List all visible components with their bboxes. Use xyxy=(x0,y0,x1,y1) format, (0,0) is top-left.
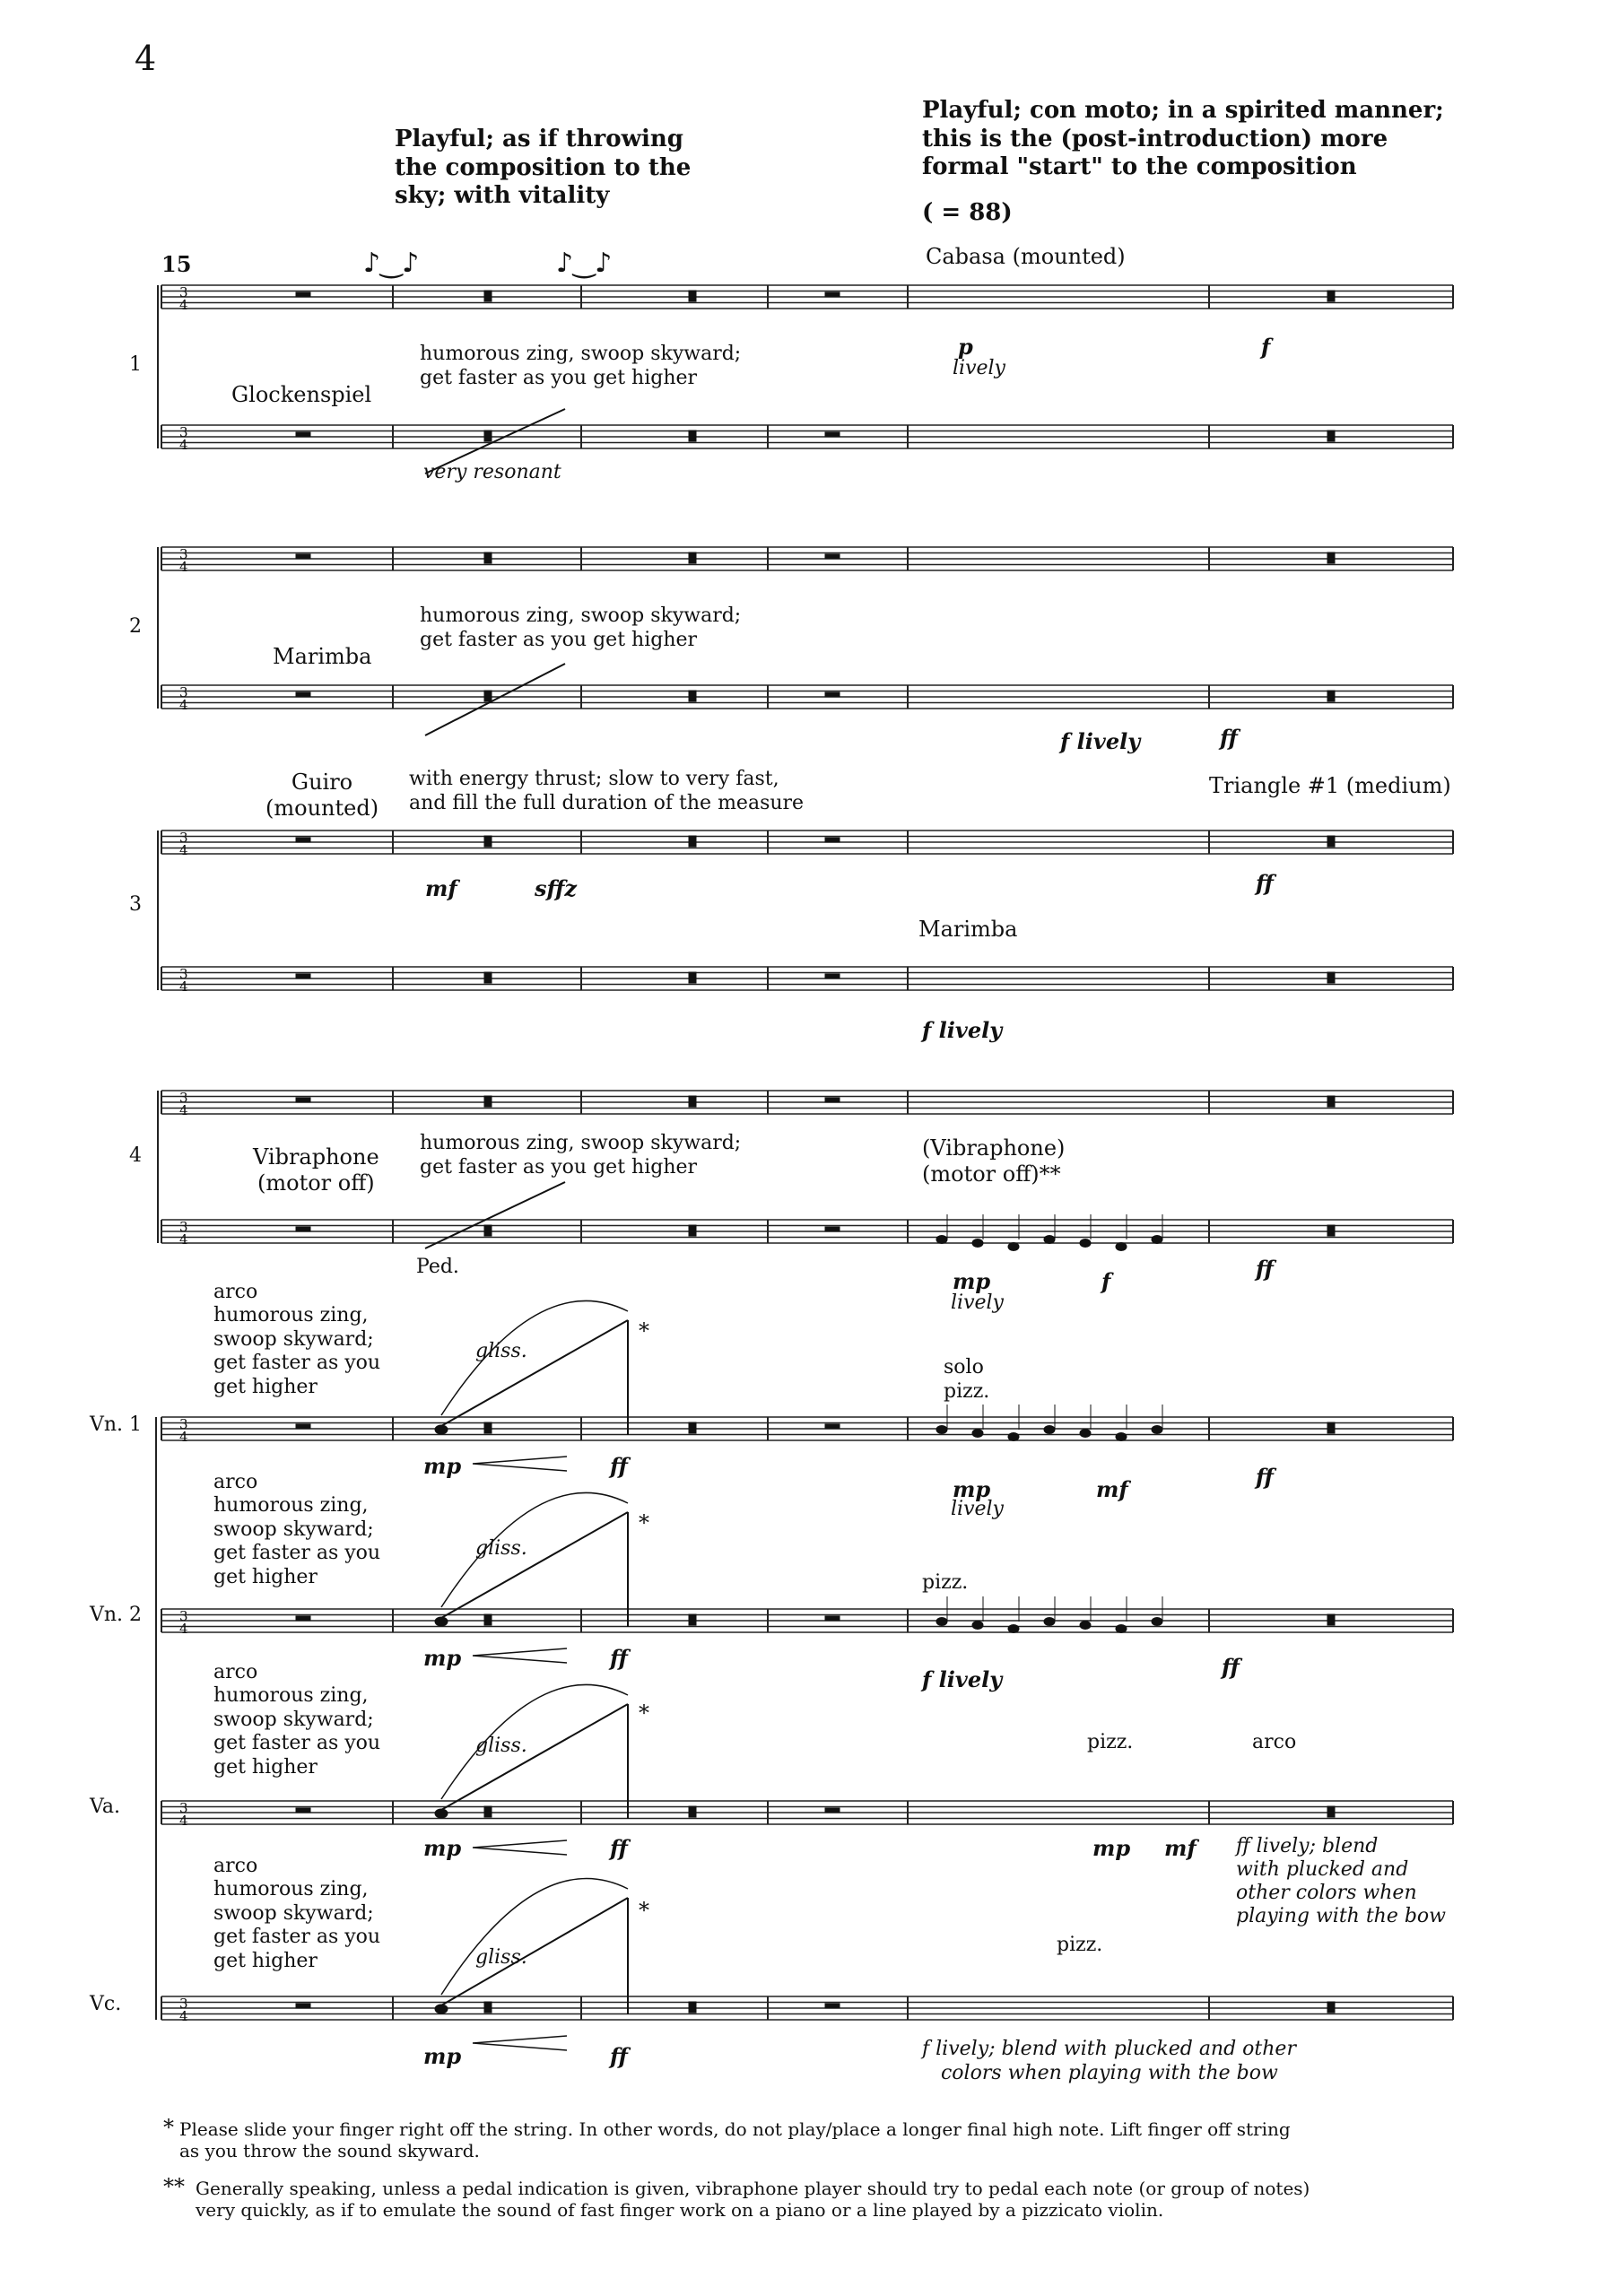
quarter-rest xyxy=(689,836,696,847)
whole-rest xyxy=(296,1227,310,1231)
time-signature: 4 xyxy=(179,1231,188,1248)
footnote-text: Please slide your finger right off the string. In other words, do not play/place a longer final high note. Lift finger off string as you throw the sound skyward. xyxy=(179,2118,1291,2162)
instrument-name: Marimba xyxy=(918,917,1018,942)
system-number: 1 xyxy=(129,353,142,376)
time-signature: 3 xyxy=(179,546,188,562)
footnote-star: * xyxy=(639,1318,649,1344)
string-technique: pizz. xyxy=(922,1571,969,1594)
footnote-star: * xyxy=(639,1898,649,1923)
quarter-rest xyxy=(484,2002,492,2013)
whole-rest xyxy=(296,838,310,842)
expression-text: lively xyxy=(953,357,1005,379)
quarter-rest xyxy=(1327,2002,1335,2013)
dynamic-mark: ff xyxy=(610,1453,628,1479)
expression-text: f lively; blend with plucked and other colors when playing with the bow xyxy=(922,2038,1296,2084)
notehead xyxy=(1080,1622,1091,1630)
quarter-rest xyxy=(689,1225,696,1236)
quarter-rest xyxy=(1327,291,1335,301)
page-number: 4 xyxy=(135,39,157,78)
notehead xyxy=(1080,1239,1091,1248)
notehead xyxy=(1008,1625,1019,1633)
quarter-rest xyxy=(1327,836,1335,847)
measure-number: 15 xyxy=(161,251,192,277)
notehead xyxy=(1044,1236,1055,1244)
gliss-line xyxy=(441,1512,628,1618)
whole-rest xyxy=(296,554,310,559)
string-label: Vn. 1 xyxy=(90,1413,143,1436)
time-signature: 3 xyxy=(179,966,188,982)
tempo-mark-2: Playful; con moto; in a spirited manner; this is the (post-introduction) more formal "start" to the composition xyxy=(922,97,1444,181)
dynamic-mark: mp xyxy=(423,1835,462,1861)
quarter-rest xyxy=(689,1614,696,1625)
slur xyxy=(441,1492,628,1607)
rhythm-cue-1: ♪‿♪ xyxy=(363,248,420,279)
notehead xyxy=(1116,1243,1127,1251)
dynamic-mark: mf xyxy=(425,875,457,901)
expression-text: ff lively; blend with plucked and other colors when playing with the bow xyxy=(1236,1835,1446,1927)
dynamic-mark: ff xyxy=(1256,1464,1274,1490)
dynamic-mark: ff xyxy=(610,1835,628,1861)
dynamic-mark: mp xyxy=(1092,1835,1131,1861)
quarter-rest xyxy=(1327,552,1335,563)
notehead xyxy=(435,2005,448,2013)
hairpin xyxy=(473,2036,567,2050)
quarter-rest xyxy=(1327,1422,1335,1433)
notehead xyxy=(1152,1236,1162,1244)
quarter-rest xyxy=(689,691,696,701)
notehead xyxy=(1080,1430,1091,1438)
metronome-mark: ( = 88) xyxy=(922,199,1013,226)
gliss-line xyxy=(441,1320,628,1426)
time-signature: 3 xyxy=(179,1090,188,1106)
footnote-star: * xyxy=(639,1700,649,1726)
quarter-rest xyxy=(484,691,492,701)
quarter-rest xyxy=(689,291,696,301)
instrument-name: (Vibraphone) (motor off)** xyxy=(922,1135,1066,1187)
whole-rest xyxy=(825,432,840,437)
string-technique: arco xyxy=(1252,1731,1297,1753)
swoop-line xyxy=(425,664,565,735)
notehead xyxy=(1116,1625,1127,1633)
whole-rest xyxy=(825,1227,840,1231)
quarter-rest xyxy=(484,1422,492,1433)
instrument-name: Triangle #1 (medium) xyxy=(1209,773,1451,798)
time-signature: 4 xyxy=(179,1621,188,1637)
notehead xyxy=(972,1430,983,1438)
string-technique: pizz. xyxy=(1057,1934,1103,1956)
string-label: Vn. 2 xyxy=(90,1604,143,1626)
quarter-rest xyxy=(484,552,492,563)
time-signature: 3 xyxy=(179,284,188,300)
instrument-name: Cabasa (mounted) xyxy=(926,244,1126,269)
dynamic-mark: ff xyxy=(1220,725,1238,751)
gliss-mark: gliss. xyxy=(475,1340,527,1362)
quarter-rest xyxy=(484,1096,492,1107)
quarter-rest xyxy=(484,1614,492,1625)
quarter-rest xyxy=(484,1806,492,1817)
string-label: Vc. xyxy=(90,1993,122,2015)
quarter-rest xyxy=(1327,1614,1335,1625)
whole-rest xyxy=(296,1616,310,1621)
rhythm-cue-2: ♪‿♪ xyxy=(556,248,613,279)
string-technique: pizz. xyxy=(1087,1731,1134,1753)
notehead xyxy=(936,1236,947,1244)
notehead xyxy=(435,1425,448,1434)
quarter-rest xyxy=(689,552,696,563)
dynamic-mark: f lively xyxy=(922,1017,1003,1043)
quarter-rest xyxy=(484,836,492,847)
dynamic-mark: f lively xyxy=(922,1666,1003,1692)
time-signature: 4 xyxy=(179,978,188,995)
string-label: Va. xyxy=(90,1796,120,1818)
time-signature: 4 xyxy=(179,437,188,453)
hairpin xyxy=(473,1457,567,1471)
notehead xyxy=(435,1809,448,1818)
time-signature: 4 xyxy=(179,2008,188,2024)
string-technique: solo pizz. xyxy=(944,1356,990,1403)
footnote-mark: ** xyxy=(163,2174,185,2199)
gliss-mark: gliss. xyxy=(475,1735,527,1757)
whole-rest xyxy=(825,1808,840,1813)
time-signature: 4 xyxy=(179,1102,188,1118)
dynamic-mark: mf xyxy=(1164,1835,1197,1861)
expression-text: lively xyxy=(951,1292,1004,1314)
performance-direction: humorous zing, swoop skyward; get faster as you get higher xyxy=(420,1132,742,1178)
slur xyxy=(441,1879,628,1995)
dynamic-mark: f xyxy=(1261,334,1271,360)
whole-rest xyxy=(296,432,310,437)
string-technique: arco humorous zing, swoop skyward; get faster as you get higher xyxy=(213,1661,381,1779)
whole-rest xyxy=(825,2004,840,2008)
whole-rest xyxy=(825,1098,840,1102)
whole-rest xyxy=(296,1808,310,1813)
whole-rest xyxy=(825,1424,840,1429)
notehead xyxy=(1044,1426,1055,1434)
dynamic-mark: sffz xyxy=(535,875,577,901)
notehead xyxy=(1152,1426,1162,1434)
dynamic-mark: mp xyxy=(423,1453,462,1479)
quarter-rest xyxy=(689,1422,696,1433)
time-signature: 3 xyxy=(179,424,188,440)
quarter-rest xyxy=(1327,1225,1335,1236)
time-signature: 3 xyxy=(179,1996,188,2012)
whole-rest xyxy=(825,974,840,978)
notehead xyxy=(435,1617,448,1626)
quarter-rest xyxy=(1327,972,1335,983)
notehead xyxy=(1116,1433,1127,1441)
time-signature: 3 xyxy=(179,1800,188,1816)
hairpin xyxy=(473,1840,567,1855)
footnote-mark: * xyxy=(163,2115,174,2140)
string-technique: arco humorous zing, swoop skyward; get faster as you get higher xyxy=(213,1855,381,1972)
whole-rest xyxy=(825,1616,840,1621)
slur xyxy=(441,1684,628,1799)
expression-text: lively xyxy=(951,1498,1004,1520)
time-signature: 4 xyxy=(179,1813,188,1829)
notehead xyxy=(1044,1618,1055,1626)
quarter-rest xyxy=(484,430,492,441)
dynamic-mark: f lively xyxy=(1060,728,1141,754)
time-signature: 4 xyxy=(179,842,188,858)
quarter-rest xyxy=(689,2002,696,2013)
notehead xyxy=(1152,1618,1162,1626)
whole-rest xyxy=(825,692,840,697)
system-number: 2 xyxy=(129,615,142,638)
quarter-rest xyxy=(484,291,492,301)
string-technique: arco humorous zing, swoop skyward; get faster as you get higher xyxy=(213,1471,381,1588)
dynamic-mark: ff xyxy=(610,1645,628,1671)
whole-rest xyxy=(825,554,840,559)
time-signature: 3 xyxy=(179,1219,188,1235)
time-signature: 3 xyxy=(179,684,188,700)
pedal-mark: Ped. xyxy=(416,1256,459,1278)
performance-direction: humorous zing, swoop skyward; get faster as you get higher xyxy=(420,604,742,651)
time-signature: 3 xyxy=(179,1608,188,1624)
swoop-line xyxy=(425,1182,565,1248)
quarter-rest xyxy=(484,972,492,983)
dynamic-mark: f xyxy=(1101,1268,1111,1294)
time-signature: 3 xyxy=(179,1416,188,1432)
notehead xyxy=(972,1239,983,1248)
gliss-mark: gliss. xyxy=(475,1537,527,1560)
dynamic-mark: ff xyxy=(1256,1256,1274,1282)
footnote-text: Generally speaking, unless a pedal indication is given, vibraphone player should try to pedal each note (or group of notes) very quickly, as if to emulate the sound of fast finger work on a piano or a line played by a pizzicato violin. xyxy=(196,2178,1310,2222)
notehead xyxy=(1008,1433,1019,1441)
dynamic-mark: mf xyxy=(1096,1476,1128,1502)
gliss-mark: gliss. xyxy=(475,1946,527,1969)
whole-rest xyxy=(825,292,840,297)
dynamic-mark: mp xyxy=(953,1476,991,1502)
performance-direction: with energy thrust; slow to very fast, and fill the full duration of the measure xyxy=(409,768,805,814)
quarter-rest xyxy=(689,972,696,983)
hairpin xyxy=(473,1648,567,1663)
whole-rest xyxy=(296,692,310,697)
time-signature: 4 xyxy=(179,297,188,313)
time-signature: 4 xyxy=(179,1429,188,1445)
dynamic-mark: p xyxy=(958,334,973,360)
time-signature: 4 xyxy=(179,559,188,575)
dynamic-mark: mp xyxy=(953,1268,991,1294)
instrument-name: Marimba xyxy=(273,644,372,669)
gliss-line xyxy=(441,1704,628,1810)
whole-rest xyxy=(296,974,310,978)
time-signature: 4 xyxy=(179,697,188,713)
dynamic-mark: ff xyxy=(1256,870,1274,896)
notehead xyxy=(1008,1243,1019,1251)
performance-direction: humorous zing, swoop skyward; get faster as you get higher xyxy=(420,343,742,389)
system-number: 4 xyxy=(129,1144,142,1167)
string-technique: arco humorous zing, swoop skyward; get faster as you get higher xyxy=(213,1281,381,1398)
whole-rest xyxy=(296,292,310,297)
quarter-rest xyxy=(689,430,696,441)
time-signature: 3 xyxy=(179,830,188,846)
notehead xyxy=(936,1618,947,1626)
notehead xyxy=(972,1622,983,1630)
instrument-name: Guiro (mounted) xyxy=(265,770,379,822)
whole-rest xyxy=(296,1424,310,1429)
dynamic-mark: ff xyxy=(1222,1654,1240,1680)
dynamic-mark: mp xyxy=(423,1645,462,1671)
expression-text: very resonant xyxy=(423,461,561,483)
quarter-rest xyxy=(484,1225,492,1236)
slur xyxy=(441,1300,628,1415)
gliss-line xyxy=(441,1898,628,2005)
instrument-name: Vibraphone (motor off) xyxy=(253,1144,379,1196)
whole-rest xyxy=(296,1098,310,1102)
quarter-rest xyxy=(1327,1096,1335,1107)
quarter-rest xyxy=(1327,691,1335,701)
quarter-rest xyxy=(689,1806,696,1817)
quarter-rest xyxy=(1327,430,1335,441)
quarter-rest xyxy=(1327,1806,1335,1817)
dynamic-mark: mp xyxy=(423,2043,462,2069)
system-number: 3 xyxy=(129,893,142,916)
footnote-star: * xyxy=(639,1510,649,1535)
instrument-name: Glockenspiel xyxy=(231,382,372,407)
dynamic-mark: ff xyxy=(610,2043,628,2069)
whole-rest xyxy=(825,838,840,842)
quarter-rest xyxy=(689,1096,696,1107)
whole-rest xyxy=(296,2004,310,2008)
tempo-mark-1: Playful; as if throwing the composition to the sky; with vitality xyxy=(395,126,692,210)
notehead xyxy=(936,1426,947,1434)
